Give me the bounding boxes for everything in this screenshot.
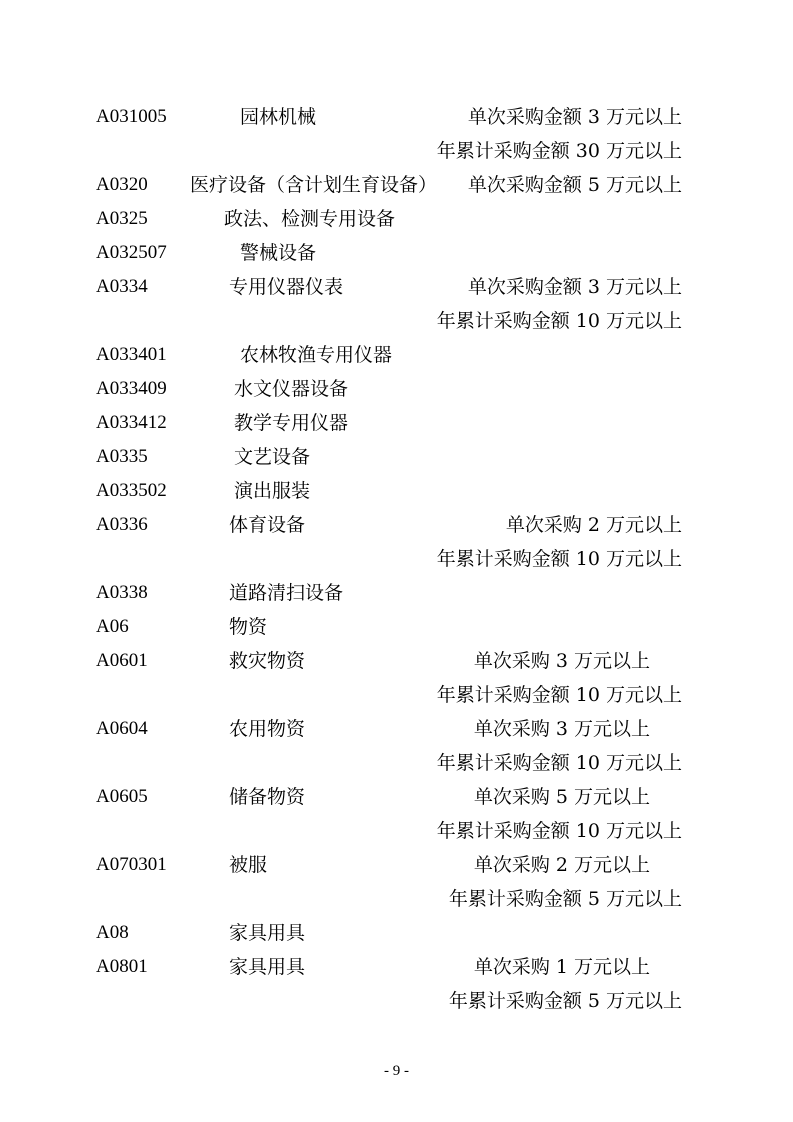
item-name: 家具用具 <box>229 922 306 944</box>
item-name: 物资 <box>229 616 268 638</box>
item-name: 农林牧渔专用仪器 <box>240 344 393 366</box>
item-code: A0601 <box>96 650 148 671</box>
item-threshold: 年累计采购金额 5 万元以上 <box>448 990 682 1012</box>
list-item <box>0 134 793 168</box>
item-threshold: 年累计采购金额 5 万元以上 <box>448 888 682 910</box>
list-item <box>0 780 793 814</box>
list-item <box>0 338 793 372</box>
item-code: A033409 <box>96 378 167 399</box>
item-name: 体育设备 <box>229 514 306 536</box>
item-threshold: 单次采购金额 5 万元以上 <box>467 174 682 196</box>
item-threshold: 单次采购 1 万元以上 <box>473 956 650 978</box>
page-number: - 9 - <box>384 1063 409 1079</box>
item-code: A08 <box>96 922 129 943</box>
item-threshold: 年累计采购金额 10 万元以上 <box>436 310 682 332</box>
item-code: A0801 <box>96 956 148 977</box>
list-item <box>0 100 793 134</box>
item-threshold: 年累计采购金额 30 万元以上 <box>436 140 682 162</box>
item-threshold: 年累计采购金额 10 万元以上 <box>436 820 682 842</box>
item-name: 园林机械 <box>240 106 317 128</box>
item-code: A032507 <box>96 242 167 263</box>
item-code: A0604 <box>96 718 148 739</box>
list-item <box>0 610 793 644</box>
list-item <box>0 508 793 542</box>
item-name: 政法、检测专用设备 <box>224 208 396 230</box>
item-threshold: 单次采购 3 万元以上 <box>473 718 650 740</box>
item-threshold: 单次采购金额 3 万元以上 <box>467 106 682 128</box>
item-threshold: 单次采购 3 万元以上 <box>473 650 650 672</box>
list-item <box>0 814 793 848</box>
list-item <box>0 950 793 984</box>
list-item <box>0 848 793 882</box>
item-code: A0335 <box>96 446 148 467</box>
item-code: A06 <box>96 616 129 637</box>
item-code: A0338 <box>96 582 148 603</box>
item-threshold: 单次采购 2 万元以上 <box>505 514 682 536</box>
item-code: A0605 <box>96 786 148 807</box>
list-item <box>0 644 793 678</box>
item-name: 储备物资 <box>229 786 306 808</box>
list-item <box>0 304 793 338</box>
list-item <box>0 882 793 916</box>
list-item <box>0 984 793 1018</box>
list-item <box>0 916 793 950</box>
list-item <box>0 372 793 406</box>
list-item <box>0 236 793 270</box>
item-code: A033502 <box>96 480 167 501</box>
list-item <box>0 406 793 440</box>
list-item <box>0 270 793 304</box>
list-item <box>0 168 793 202</box>
item-code: A0320 <box>96 174 148 195</box>
item-name: 文艺设备 <box>234 446 311 468</box>
list-item <box>0 542 793 576</box>
list-item <box>0 576 793 610</box>
item-name: 教学专用仪器 <box>234 412 349 434</box>
item-name: 演出服装 <box>234 480 311 502</box>
item-name: 农用物资 <box>229 718 306 740</box>
item-name: 水文仪器设备 <box>234 378 349 400</box>
item-code: A0334 <box>96 276 148 297</box>
list-item <box>0 712 793 746</box>
item-code: A0336 <box>96 514 148 535</box>
item-threshold: 单次采购 5 万元以上 <box>473 786 650 808</box>
item-name: 专用仪器仪表 <box>229 276 344 298</box>
item-threshold: 单次采购 2 万元以上 <box>473 854 650 876</box>
list-item <box>0 440 793 474</box>
item-name: 家具用具 <box>229 956 306 978</box>
item-threshold: 年累计采购金额 10 万元以上 <box>436 684 682 706</box>
item-code: A0325 <box>96 208 148 229</box>
list-item <box>0 746 793 780</box>
item-code: A070301 <box>96 854 167 875</box>
list-item <box>0 678 793 712</box>
item-threshold: 单次采购金额 3 万元以上 <box>467 276 682 298</box>
item-name: 医疗设备（含计划生育设备） <box>190 174 438 196</box>
item-name: 被服 <box>229 854 268 876</box>
item-code: A033401 <box>96 344 167 365</box>
item-name: 道路清扫设备 <box>229 582 344 604</box>
list-item <box>0 202 793 236</box>
list-item <box>0 474 793 508</box>
item-code: A033412 <box>96 412 167 433</box>
item-threshold: 年累计采购金额 10 万元以上 <box>436 752 682 774</box>
item-code: A031005 <box>96 106 167 127</box>
item-name: 警械设备 <box>240 242 317 264</box>
item-name: 救灾物资 <box>229 650 306 672</box>
item-threshold: 年累计采购金额 10 万元以上 <box>436 548 682 570</box>
